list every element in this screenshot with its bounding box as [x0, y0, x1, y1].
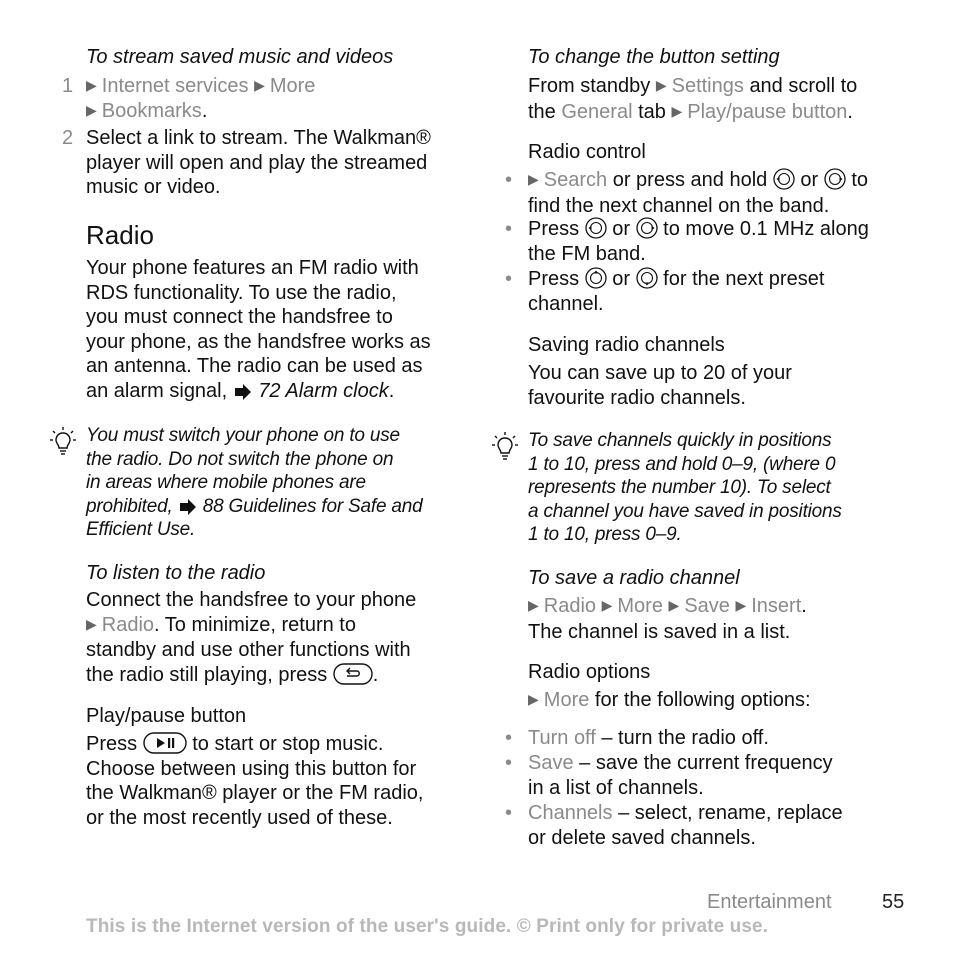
play-pause-key-icon — [143, 732, 187, 754]
bullet: • — [505, 218, 513, 240]
text-line: favourite radio channels. — [528, 386, 746, 409]
step2-text — [86, 126, 431, 200]
text-line — [86, 613, 416, 639]
text-line: The channel is saved in a list. — [528, 620, 791, 643]
text-line — [528, 751, 833, 776]
menu-save[interactable]: Save — [684, 595, 730, 617]
right-arrow-icon: ▶ — [668, 597, 680, 613]
menu-save[interactable]: Save — [528, 752, 574, 774]
punct: . — [801, 595, 807, 617]
text-line — [528, 168, 868, 194]
text-line — [86, 732, 423, 757]
options-heading: Radio options — [528, 661, 651, 683]
text-line: You must switch your phone on to use — [86, 425, 400, 446]
menu-search[interactable]: Search — [543, 169, 608, 191]
text-line: or delete saved channels. — [528, 826, 756, 849]
text-line: or the most recently used of these. — [86, 806, 393, 829]
menu-insert[interactable]: Insert — [751, 595, 802, 617]
text-span: – save the current frequency — [579, 752, 833, 774]
text-span: From standby — [528, 75, 651, 97]
right-arrow-icon: ▶ — [528, 691, 539, 707]
right-arrow-icon: ▶ — [86, 615, 97, 632]
nav-up-icon — [585, 267, 607, 289]
saving-heading: Saving radio channels — [528, 334, 725, 356]
right-arrow-icon: ▶ — [671, 102, 683, 119]
text-line: find the next channel on the band. — [528, 194, 830, 217]
text-line: 1 to 10, press and hold 0–9, (where 0 — [528, 453, 836, 475]
menu-radio[interactable]: Radio — [543, 595, 597, 617]
punct: . — [201, 100, 208, 122]
right-arrow-icon: ▶ — [86, 77, 97, 93]
control-heading: Radio control — [528, 141, 646, 163]
text-line: You can save up to 20 of your — [528, 362, 792, 384]
text-span: the radio still playing, press — [86, 663, 328, 686]
menu-more[interactable]: More — [269, 75, 316, 97]
control-bullet-3 — [528, 267, 824, 316]
text-span: or — [800, 169, 819, 191]
text-line: the Walkman® player or the FM radio, — [86, 782, 424, 805]
lightbulb-icon — [50, 427, 76, 457]
save-paragraph — [528, 594, 807, 644]
text-line: you must connect the handsfree to — [86, 306, 393, 329]
play-paragraph — [86, 732, 423, 830]
text-line — [528, 594, 807, 620]
text-line: channel. — [528, 292, 604, 315]
bullet: • — [505, 752, 513, 774]
right-arrow-icon: ▶ — [601, 597, 613, 613]
bullet: • — [505, 268, 513, 290]
text-span: or — [612, 218, 631, 240]
text-span: to — [851, 169, 868, 191]
listen-heading: To listen to the radio — [86, 562, 266, 584]
saving-paragraph — [528, 361, 792, 410]
tab-general[interactable]: General — [561, 100, 633, 123]
text-span: Press — [86, 733, 138, 755]
lightbulb-icon — [492, 432, 518, 462]
text-line: 1 to 10, press 0–9. — [528, 524, 682, 545]
bullet: • — [505, 727, 513, 749]
text-span: – turn the radio off. — [601, 727, 769, 749]
text-line — [86, 663, 416, 688]
text-span: prohibited, — [86, 495, 173, 517]
menu-bookmarks[interactable]: Bookmarks — [101, 100, 202, 122]
menu-play-pause-button[interactable]: Play/pause button — [687, 100, 848, 123]
bullet: • — [505, 169, 513, 191]
text-span: tab — [638, 100, 666, 123]
text-line: player will open and play the streamed — [86, 151, 428, 174]
menu-turn-off[interactable]: Turn off — [528, 727, 596, 749]
play-heading: Play/pause button — [86, 705, 247, 727]
text-line: in a list of channels. — [528, 776, 704, 799]
control-bullet-1 — [528, 168, 868, 218]
text-line: Efficient Use. — [86, 519, 196, 540]
punct: . — [372, 663, 379, 686]
nav-left-icon — [585, 217, 607, 239]
text-line: your phone, as the handsfree works as — [86, 330, 431, 353]
footer-section: Entertainment — [707, 891, 832, 913]
right-arrow-icon: ▶ — [254, 77, 265, 93]
text-span: and scroll to — [749, 75, 858, 97]
options-intro — [528, 688, 811, 714]
menu-internet-services[interactable]: Internet services — [101, 75, 249, 97]
text-line: Your phone features an FM radio with — [86, 257, 419, 279]
text-line — [528, 801, 843, 826]
right-arrow-icon: ▶ — [655, 77, 667, 93]
text-line: Connect the handsfree to your phone — [86, 589, 417, 611]
menu-more[interactable]: More — [543, 689, 590, 711]
menu-radio[interactable]: Radio — [101, 613, 155, 636]
option-channels — [528, 801, 843, 850]
text-span: to start or stop music. — [192, 733, 384, 755]
text-line: RDS functionality. To use the radio, — [86, 281, 397, 304]
text-line — [528, 267, 824, 292]
step-number: 2 — [62, 127, 74, 149]
punct: . — [388, 379, 395, 402]
nav-right-icon — [824, 168, 846, 190]
section-title: Radio — [86, 220, 154, 250]
right-arrow-icon: ▶ — [528, 597, 539, 613]
text-span: – select, rename, replace — [618, 802, 843, 824]
option-turn-off — [528, 726, 769, 751]
text-line: Choose between using this button for — [86, 757, 417, 780]
footer-notice: This is the Internet version of the user's guide. © Print only for private use. — [86, 916, 769, 937]
reference-arrow-icon — [178, 498, 198, 516]
tip-note — [86, 424, 423, 542]
menu-settings[interactable]: Settings — [671, 75, 744, 97]
punct: . — [847, 100, 853, 123]
listen-paragraph — [86, 588, 416, 687]
text-span: an alarm signal, — [86, 379, 228, 402]
right-arrow-icon: ▶ — [528, 171, 539, 187]
text-span: the — [528, 100, 556, 123]
reference-arrow-icon — [233, 383, 253, 401]
text-span: or — [612, 268, 631, 290]
text-span: Press — [528, 268, 580, 290]
text-span: to move 0.1 MHz along — [663, 218, 869, 240]
nav-down-icon — [636, 267, 658, 289]
stream-heading: To stream saved music and videos — [86, 46, 394, 68]
save-heading: To save a radio channel — [528, 567, 740, 589]
back-key-icon — [333, 663, 373, 685]
cross-reference-link[interactable]: 72 Alarm clock — [258, 379, 389, 402]
bullet: • — [505, 802, 513, 824]
text-line: music or video. — [86, 176, 221, 199]
nav-left-icon — [773, 168, 795, 190]
text-span: for the next preset — [663, 268, 825, 290]
text-line: an antenna. The radio can be used as — [86, 355, 423, 378]
change-heading: To change the button setting — [528, 46, 780, 68]
text-line: a channel you have saved in positions — [528, 500, 842, 522]
cross-reference-link[interactable]: 88 Guidelines for Safe and — [202, 495, 423, 517]
text-line: To save channels quickly in positions — [528, 430, 832, 451]
right-arrow-icon: ▶ — [735, 597, 747, 613]
text-line: represents the number 10). To select — [528, 477, 831, 498]
text-line: standby and use other functions with — [86, 639, 411, 662]
text-span: for the following options: — [594, 689, 811, 711]
menu-channels[interactable]: Channels — [528, 802, 613, 824]
radio-paragraph — [86, 256, 431, 404]
text-span: . To minimize, return to — [154, 613, 356, 636]
change-paragraph — [528, 74, 857, 125]
text-line — [528, 74, 857, 100]
text-span: or press and hold — [612, 169, 768, 191]
text-line: Select a link to stream. The Walkman® — [86, 127, 431, 149]
step-number: 1 — [62, 75, 74, 97]
nav-right-icon — [636, 217, 658, 239]
text-line — [86, 495, 423, 519]
text-line — [528, 217, 869, 242]
right-arrow-icon: ▶ — [86, 102, 97, 118]
text-line — [86, 379, 431, 404]
control-bullet-2 — [528, 217, 869, 266]
step1-path — [86, 74, 315, 100]
page-number: 55 — [882, 891, 905, 913]
option-save — [528, 751, 833, 800]
text-line: the radio. Do not switch the phone on — [86, 448, 394, 470]
text-span: Press — [528, 218, 580, 240]
step1-path-cont — [86, 99, 207, 125]
text-line — [528, 100, 857, 126]
text-line: the FM band. — [528, 242, 646, 265]
menu-more[interactable]: More — [617, 595, 663, 617]
tip-note — [528, 429, 842, 547]
text-line: in areas where mobile phones are — [86, 472, 366, 493]
